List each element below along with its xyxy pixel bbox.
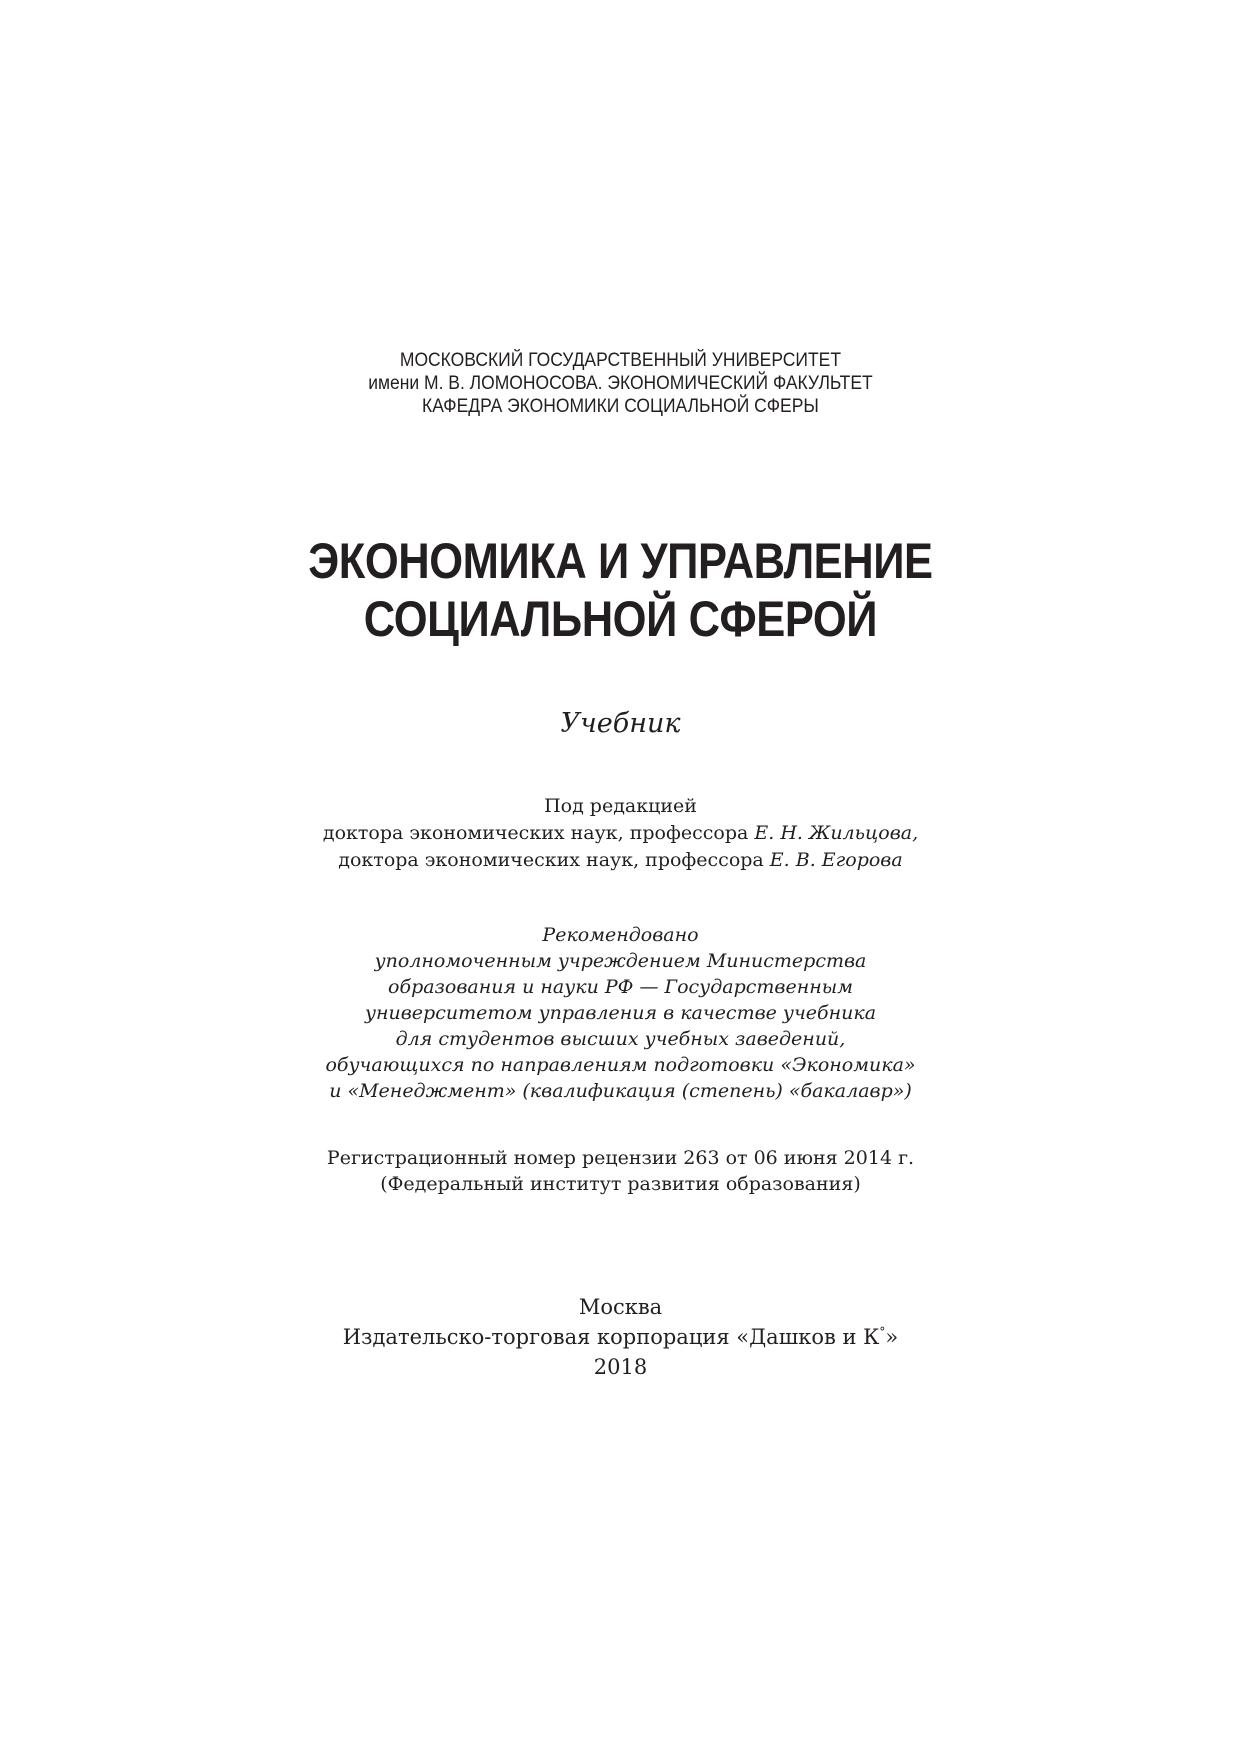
institution-line-department: КАФЕДРА ЭКОНОМИКИ СОЦИАЛЬНОЙ СФЕРЫ (422, 396, 819, 417)
publisher-name-quote: » (885, 1325, 899, 1349)
recommendation-line: обучающихся по направлениям подготовки «Экономика» (325, 1054, 916, 1076)
recommendation-block (0, 922, 1241, 1104)
recommendation-line: образования и науки РФ — Государственным (388, 976, 853, 998)
book-title-line-2: СОЦИАЛЬНОЙ СФЕРОЙ (363, 591, 878, 647)
institution-line-university: МОСКОВСКИЙ ГОСУДАРСТВЕННЫЙ УНИВЕРСИТЕТ (399, 350, 842, 371)
publication-year: 2018 (593, 1355, 648, 1379)
registration-block (0, 1145, 1241, 1197)
recommendation-line: Рекомендовано (542, 924, 699, 946)
publisher-block (0, 1292, 1241, 1382)
institution-block (50, 349, 1192, 418)
editor-2 (0, 847, 1241, 874)
registration-number: Регистрационный номер рецензии 263 от 06 июня 2014 г. (326, 1147, 915, 1169)
publisher-name-degree: ° (879, 1325, 886, 1339)
editors-block (0, 793, 1241, 874)
publisher-name (0, 1322, 1241, 1352)
editors-intro: Под редакцией (544, 795, 697, 817)
recommendation-line: для студентов высших учебных заведений, (395, 1028, 846, 1050)
book-title (81, 532, 1161, 648)
institution-line-faculty: имени М. В. ЛОМОНОСОВА. ЭКОНОМИЧЕСКИЙ ФАКУЛЬТЕТ (368, 373, 873, 394)
editor-1-title: доктора экономических наук, профессора (322, 822, 749, 844)
publisher-city: Москва (578, 1295, 663, 1319)
recommendation-line: и «Менеджмент» (квалификация (степень) «бакалавр») (329, 1080, 912, 1102)
editor-2-name: Е. В. Егорова (769, 849, 903, 871)
book-title-line-1: ЭКОНОМИКА И УПРАВЛЕНИЕ (308, 533, 933, 589)
editor-1 (0, 820, 1241, 847)
editor-2-title: доктора экономических наук, профессора (338, 849, 764, 871)
editor-1-name: Е. Н. Жильцова, (754, 822, 919, 844)
recommendation-line: уполномоченным учреждением Министерства (374, 950, 867, 972)
book-subtitle: Учебник (560, 708, 681, 739)
publisher-name-main: Издательско-торговая корпорация «Дашков и К (342, 1325, 880, 1349)
registration-institute: (Федеральный институт развития образования) (380, 1173, 861, 1195)
recommendation-line: университетом управления в качестве учебника (364, 1002, 877, 1024)
